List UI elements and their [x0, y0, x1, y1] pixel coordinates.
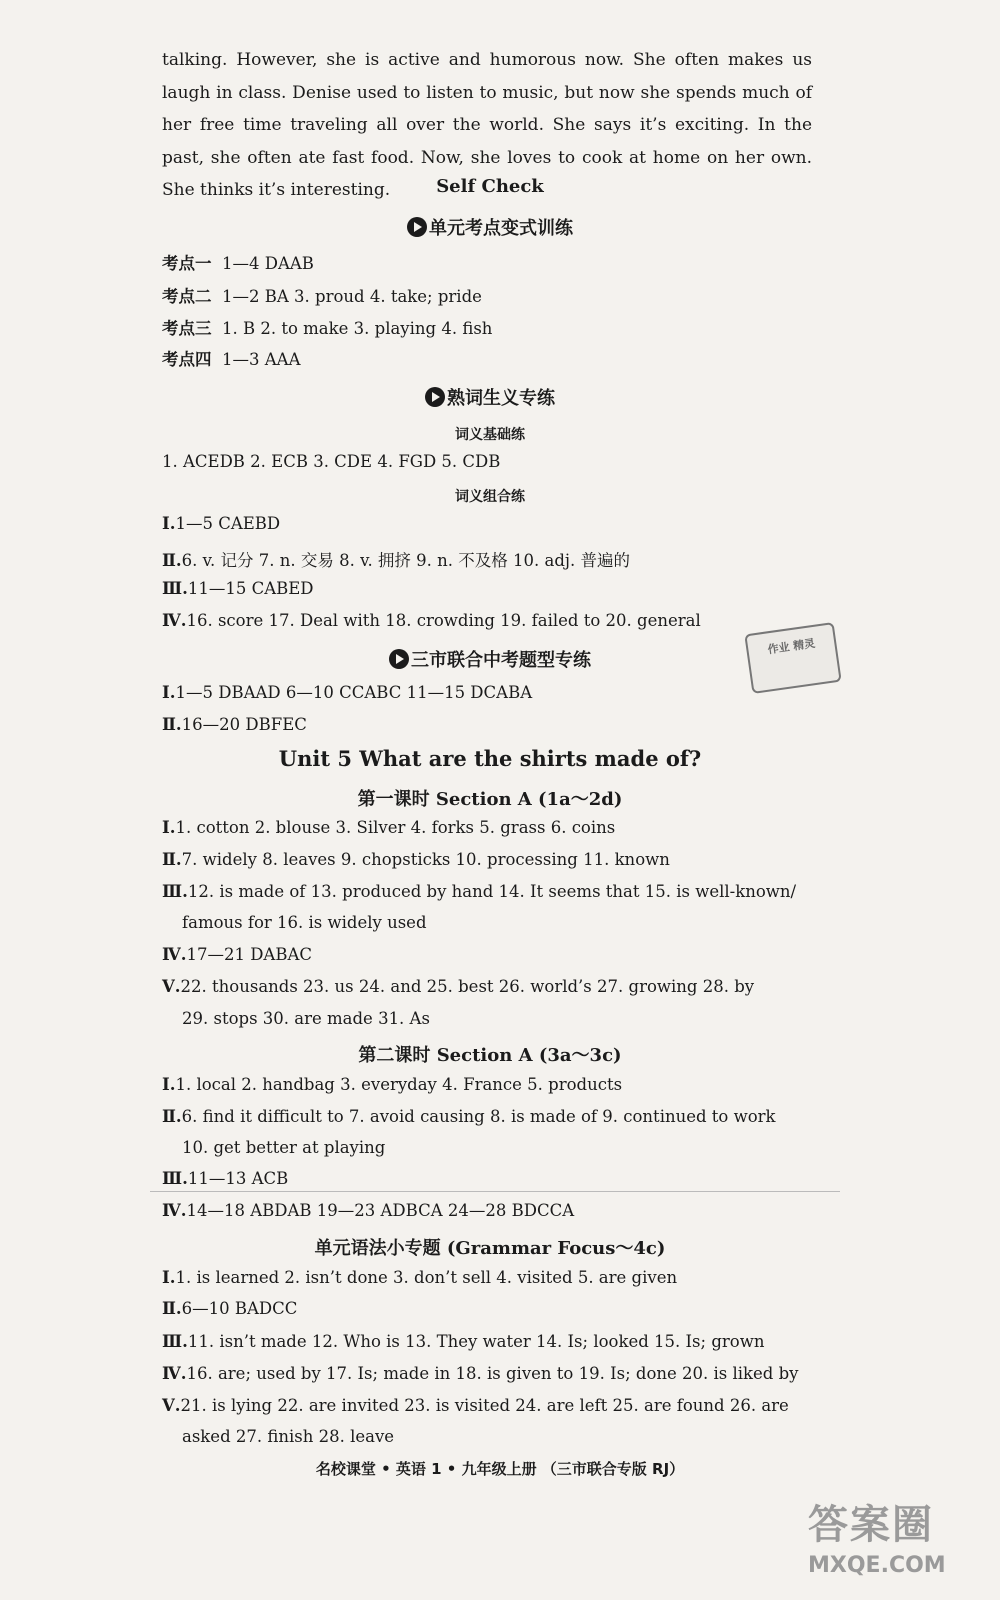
- watermark-top: 答案圈: [808, 1502, 934, 1548]
- line-text: 16. are; used by 17. Is; made in 18. is given to 19. Is; done 20. is liked by: [186, 1364, 799, 1383]
- section-title: 熟词生义专练: [447, 388, 555, 409]
- answer-line: [162, 818, 615, 837]
- answer-line: [162, 1107, 776, 1126]
- line-label: Ⅴ.: [162, 977, 181, 996]
- line-label: 考点四: [162, 350, 212, 369]
- line-text: 22. thousands 23. us 24. and 25. best 26. world’s 27. growing 28. by: [180, 977, 755, 996]
- answer-line: [162, 850, 670, 869]
- line-label: Ⅱ.: [162, 850, 182, 869]
- lesson-title: 第二课时 Section A (3a～3c): [358, 1045, 622, 1066]
- section-title: 三市联合中考题型专练: [411, 650, 591, 671]
- page-footer: 名校课堂 • 英语 1 • 九年级上册 （三市联合专版 RJ）: [315, 1460, 685, 1478]
- line-label: Ⅳ.: [162, 1201, 187, 1220]
- line-label: 考点一: [162, 254, 212, 273]
- arrow-icon: [389, 649, 409, 669]
- line-label: Ⅴ.: [162, 1396, 181, 1415]
- intro-paragraph: talking. However, she is active and humorous now. She often makes us laugh in class. Denise used to listen to music, but now she spends much of her free time traveling all over the world. She says it’s exciting. In the past, she often ate fast food. Now, she loves to cook at home on her own. She thinks it’s interesting.: [162, 50, 812, 200]
- line-text: 12. is made of 13. produced by hand 14. It seems that 15. is well-known/: [187, 882, 797, 901]
- line-label: Ⅱ.: [162, 715, 182, 734]
- line-label: Ⅰ.: [162, 1268, 176, 1287]
- answer-line: [162, 1364, 799, 1383]
- answer-line: [162, 315, 492, 339]
- line-label: Ⅱ.: [162, 1107, 182, 1126]
- line-text: 1. cotton 2. blouse 3. Silver 4. forks 5. grass 6. coins: [175, 818, 616, 837]
- answer-line: [162, 882, 796, 901]
- answer-line: 29. stops 30. are made 31. As: [182, 1009, 430, 1028]
- line-text: 1—2 BA 3. proud 4. take; pride: [222, 287, 482, 306]
- answer-line: [162, 283, 482, 307]
- line-text: 6. v. 记分 7. n. 交易 8. v. 拥挤 9. n. 不及格 10. adj. 普遍的: [181, 551, 631, 570]
- divider: [150, 1191, 840, 1192]
- line-text: 11. isn’t made 12. Who is 13. They water 14. Is; looked 15. Is; grown: [187, 1332, 765, 1351]
- line-text: 6. find it difficult to 7. avoid causing 8. is made of 9. continued to work: [181, 1107, 776, 1126]
- lesson-title: 第一课时 Section A (1a～2d): [357, 789, 623, 810]
- line-label: Ⅰ.: [162, 683, 176, 702]
- line-label: Ⅰ.: [162, 514, 176, 533]
- line-text: 1. is learned 2. isn’t done 3. don’t sell 4. visited 5. are given: [175, 1268, 678, 1287]
- line-label: Ⅳ.: [162, 1364, 187, 1383]
- subheading: 词义组合练: [455, 489, 525, 505]
- line-label: 考点三: [162, 319, 212, 338]
- line-label: Ⅲ.: [162, 1332, 188, 1351]
- section-title: 单元考点变式训练: [429, 218, 573, 239]
- section-heading-3: [0, 646, 980, 672]
- answer-line: [162, 346, 301, 370]
- line-text: 21. is lying 22. are invited 23. is visited 24. are left 25. are found 26. are: [180, 1396, 789, 1415]
- line-text: 1. local 2. handbag 3. everyday 4. France 5. products: [175, 1075, 623, 1094]
- subheading: 词义基础练: [455, 427, 525, 443]
- line-text: 16. score 17. Deal with 18. crowding 19. failed to 20. general: [186, 611, 701, 630]
- answer-line: [162, 1075, 622, 1094]
- line-label: Ⅱ.: [162, 551, 182, 570]
- answer-line: [162, 977, 754, 996]
- line-label: Ⅲ.: [162, 1169, 188, 1188]
- answer-line: [162, 611, 701, 630]
- line-label: Ⅲ.: [162, 579, 188, 598]
- line-label: Ⅰ.: [162, 1075, 176, 1094]
- line-text: 6—10 BADCC: [181, 1299, 298, 1318]
- answer-line: famous for 16. is widely used: [182, 913, 427, 932]
- answer-line: [162, 945, 312, 964]
- answer-line: [162, 579, 314, 598]
- line-text: 16—20 DBFEC: [181, 715, 307, 734]
- line-label: Ⅱ.: [162, 1299, 182, 1318]
- answer-line: [162, 1268, 677, 1287]
- line-text: 11—15 CABED: [187, 579, 314, 598]
- line-text: 17—21 DABAC: [186, 945, 313, 964]
- answer-line: [162, 1396, 789, 1415]
- line-text: 7. widely 8. leaves 9. chopsticks 10. processing 11. known: [181, 850, 670, 869]
- line-text: 1—5 CAEBD: [175, 514, 281, 533]
- line-label: Ⅲ.: [162, 882, 188, 901]
- arrow-icon: [425, 387, 445, 407]
- watermark-logo: [808, 1500, 988, 1596]
- unit-title: Unit 5 What are the shirts made of?: [278, 746, 702, 771]
- answer-line: 10. get better at playing: [182, 1138, 386, 1157]
- self-check-title: Self Check: [436, 176, 544, 197]
- stamp-text: 作业 精灵: [766, 636, 816, 657]
- line-label: Ⅰ.: [162, 818, 176, 837]
- answer-line: [162, 683, 532, 702]
- line-label: Ⅳ.: [162, 945, 187, 964]
- line-text: 11—13 ACB: [187, 1169, 289, 1188]
- answer-line: 1. ACEDB 2. ECB 3. CDE 4. FGD 5. CDB: [162, 452, 501, 471]
- answer-line: [162, 1201, 574, 1220]
- line-text: 1—5 DBAAD 6—10 CCABC 11—15 DCABA: [175, 683, 533, 702]
- lesson-title: 单元语法小专题 (Grammar Focus～4c): [314, 1238, 666, 1259]
- answer-line: [162, 547, 630, 571]
- answer-line: [162, 1299, 297, 1318]
- answer-line: [162, 1332, 764, 1351]
- line-label: Ⅳ.: [162, 611, 187, 630]
- answer-line: [162, 250, 314, 274]
- answer-line: [162, 514, 280, 533]
- line-text: 1—4 DAAB: [222, 254, 314, 273]
- section-heading-1: [0, 214, 980, 240]
- line-label: 考点二: [162, 287, 212, 306]
- section-heading-2: [0, 384, 980, 410]
- line-text: 1—3 AAA: [222, 350, 301, 369]
- line-text: 1. B 2. to make 3. playing 4. fish: [222, 319, 493, 338]
- watermark-bottom: MXQE.COM: [808, 1553, 946, 1578]
- answer-line: [162, 715, 307, 734]
- answer-line: [162, 1169, 288, 1188]
- arrow-icon: [407, 217, 427, 237]
- line-text: 14—18 ABDAB 19—23 ADBCA 24—28 BDCCA: [186, 1201, 575, 1220]
- answer-line: asked 27. finish 28. leave: [182, 1427, 395, 1446]
